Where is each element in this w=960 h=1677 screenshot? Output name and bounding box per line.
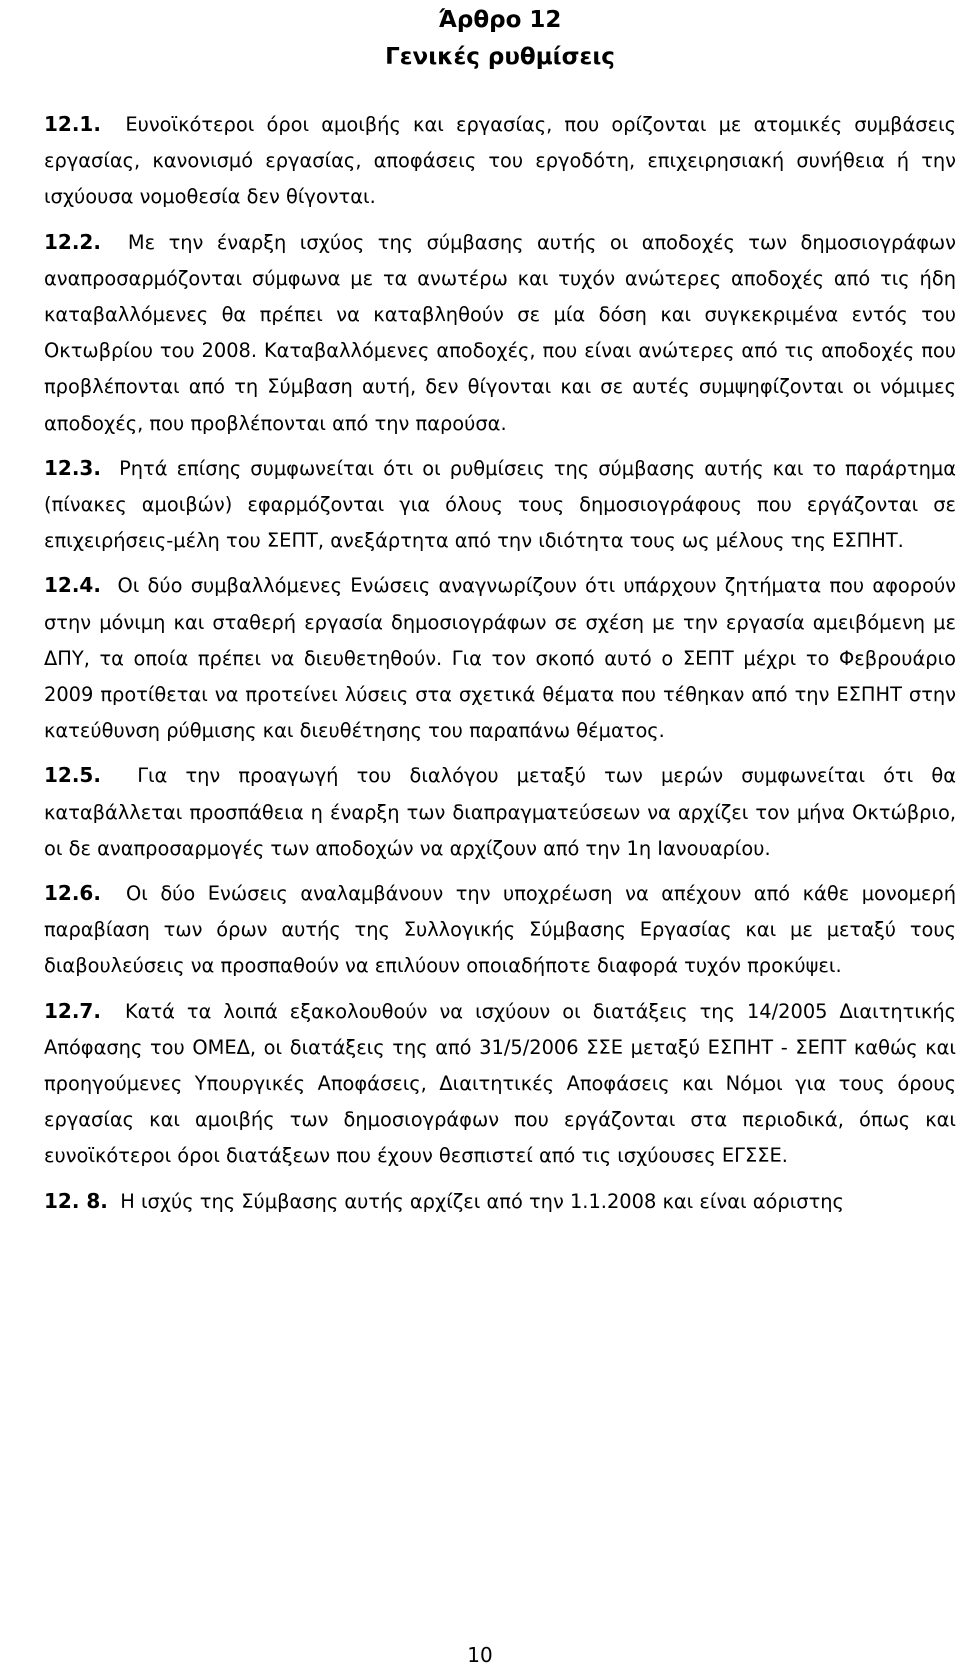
paragraph-number: 12.1.: [44, 112, 101, 136]
paragraph-text: Η ισχύς της Σύμβασης αυτής αρχίζει από την 1.1.2008 και είναι αόριστης: [120, 1189, 844, 1213]
paragraph-12-5: [44, 757, 956, 867]
paragraph-text: Για την προαγωγή του διαλόγου μεταξύ των μερών συμφωνείται ότι θα καταβάλλεται προσπάθεια η έναρξη των διαπραγματεύσεων να αρχίζει τον μήνα Οκτώβριο, οι δε αναπροσαρμογές των αποδοχών να αρχίζουν από την 1η Ιανουαρίου.: [44, 764, 956, 860]
paragraph-text: Ευνοϊκότεροι όροι αμοιβής και εργασίας, που ορίζονται με ατομικές συμβάσεις εργασίας, κανονισμό εργασίας, αποφάσεις του εργοδότη, επιχειρησιακή συνήθεια ή την ισχύουσα νομοθεσία δεν θίγονται.: [44, 113, 957, 209]
paragraph-12-3: [44, 450, 956, 560]
paragraph-12-6: [44, 875, 956, 985]
paragraph-number: 12.2.: [44, 229, 101, 254]
article-subtitle: Γενικές ρυθμίσεις: [385, 44, 615, 70]
paragraph-12-8: [44, 1183, 956, 1220]
paragraph-number: 12.7.: [44, 998, 101, 1023]
paragraph-number: 12.4.: [44, 573, 101, 598]
paragraph-number: 12.3.: [44, 455, 101, 480]
paragraph-text: Ρητά επίσης συμφωνείται ότι οι ρυθμίσεις της σύμβασης αυτής και το παράρτημα (πίνακες αμοιβών) εφαρμόζονται για όλους τους δημοσιογράφους που εργάζονται σε επιχειρήσεις-μέλη του ΣΕΠΤ, ανεξάρτητα από την ιδιότητα τους ως μέλους της ΕΣΠΗΤ.: [44, 456, 957, 553]
paragraph-text: Με την έναρξη ισχύος της σύμβασης αυτής οι αποδοχές των δημοσιογράφων αναπροσαρμόζονται σύμφωνα με τα ανωτέρω και τυχόν ανώτερες αποδοχές από τις ήδη καταβαλλόμενες θα πρέπει να καταβληθούν σε μία δόση και συγκεκριμένα εντός του Οκτωβρίου του 2008. Καταβαλλόμενες αποδοχές, που είναι ανώτερες από τις αποδοχές που προβλέπονται από τη Σύμβαση αυτή, δεν θίγονται και σε αυτές συμψηφίζονται οι νόμιμες αποδοχές, που προβλέπονται από την παρούσα.: [44, 230, 957, 435]
paragraph-12-7: [44, 993, 956, 1175]
paragraph-12-1: [44, 106, 956, 216]
document-page: [44, 0, 956, 1228]
paragraph-12-2: [44, 224, 956, 442]
paragraph-number: 12. 8.: [44, 1188, 108, 1213]
page-number: 10: [467, 1643, 493, 1667]
paragraph-text: Οι δύο Ενώσεις αναλαμβάνουν την υποχρέωση να απέχουν από κάθε μονομερή παραβίαση των όρων αυτής της Συλλογικής Σύμβασης Εργασίας και με μεταξύ τους διαβουλεύσεις να προσπαθούν να επιλύουν οποιαδήποτε διαφορά τυχόν προκύψει.: [44, 882, 957, 978]
paragraph-number: 12.5.: [44, 763, 101, 788]
paragraph-12-4: [44, 567, 956, 749]
paragraph-text: Κατά τα λοιπά εξακολουθούν να ισχύουν οι διατάξεις της 14/2005 Διαιτητικής Απόφασης του ΟΜΕΔ, οι διατάξεις της από 31/5/2006 ΣΣΕ μεταξύ ΕΣΠΗΤ - ΣΕΠΤ καθώς και προηγούμενες Υπουργικές Αποφάσεις, Διαιτητικές Αποφάσεις και Νόμοι για τους όρους εργασίας και αμοιβής των δημοσιογράφων που εργάζονται στα περιοδικά, όπως και ευνοϊκότεροι όροι διατάξεων που έχουν θεσπιστεί από τις ισχύουσες ΕΓΣΣΕ.: [44, 999, 956, 1168]
paragraph-text: Οι δύο συμβαλλόμενες Ενώσεις αναγνωρίζουν ότι υπάρχουν ζητήματα που αφορούν στην μόνιμη και σταθερή εργασία δημοσιογράφων σε σχέση με την εργασία αμειβόμενη με ΔΠΥ, τα οποία πρέπει να διευθετηθούν. Για τον σκοπό αυτό ο ΣΕΠΤ μέχρι το Φεβρουάριο 2009 προτίθεται να προτείνει λύσεις στα σχετικά θέματα που τέθηκαν από την ΕΣΠΗΤ στην κατεύθυνση ρύθμισης και διευθέτησης του παραπάνω θέματος.: [44, 574, 956, 743]
article-title: Άρθρο 12: [438, 7, 562, 33]
paragraph-number: 12.6.: [44, 881, 101, 906]
